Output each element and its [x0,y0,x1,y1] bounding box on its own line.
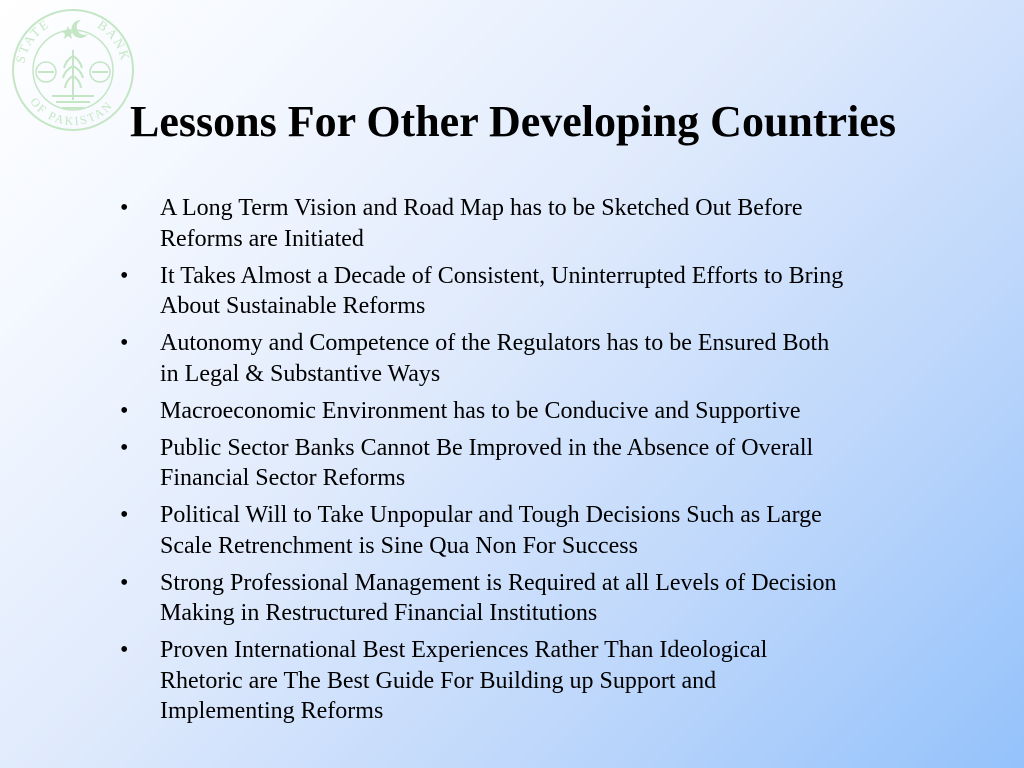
bullet-text-line: Political Will to Take Unpopular and Tough Decisions Such as Large [160,502,822,528]
bullet-text-line: It Takes Almost a Decade of Consistent, Uninterrupted Efforts to Bring [160,262,844,289]
bullet-text-line: Implementing Reforms [160,698,384,724]
bullet-item [116,568,976,629]
bullet-item [116,328,976,389]
bullet-dot: • [120,637,129,663]
state-bank-of-pakistan-logo [8,8,138,132]
bullet-item [116,635,976,727]
bullet-dot: • [120,397,129,424]
bullet-item [116,433,976,494]
bullet-text-line: Public Sector Banks Cannot Be Improved in the Absence of Overall [160,434,814,461]
slide-title: Lessons For Other Developing Countries [130,97,896,146]
bullet-text-line: Rhetoric are The Best Guide For Building up Support and [160,667,717,694]
bullet-text-line: About Sustainable Reforms [160,293,426,319]
logo-text-bank: BANK [95,17,134,64]
bullet-text-line: Financial Sector Reforms [160,465,406,491]
bullet-dot: • [120,569,129,596]
bullet-list [116,193,976,733]
bullet-text-line: Macroeconomic Environment has to be Conducive and Supportive [160,397,801,424]
bullet-dot: • [120,502,129,528]
logo-text-pakistan: OF PAKISTAN [27,94,116,129]
bullet-text-line: Strong Professional Management is Required at all Levels of Decision [160,569,837,596]
bullet-text-line: Scale Retrenchment is Sine Qua Non For Success [160,532,638,559]
bullet-dot: • [120,262,129,289]
bullet-item [116,396,976,427]
bullet-text-line: Proven International Best Experiences Rather Than Ideological [160,637,768,663]
bullet-item [116,500,976,561]
bullet-text-line: Making in Restructured Financial Institutions [160,600,598,626]
bullet-item [116,261,976,322]
bullet-text-line: A Long Term Vision and Road Map has to be Sketched Out Before [160,195,803,221]
bullet-item [116,193,976,254]
logo-text-state: STATE [12,15,53,65]
bullet-text-line: Reforms are Initiated [160,225,364,252]
bullet-dot: • [120,195,129,221]
bullet-dot: • [120,330,129,356]
bullet-dot: • [120,434,129,461]
bullet-text-line: in Legal & Substantive Ways [160,360,441,387]
bullet-text-line: Autonomy and Competence of the Regulators has to be Ensured Both [160,330,830,356]
